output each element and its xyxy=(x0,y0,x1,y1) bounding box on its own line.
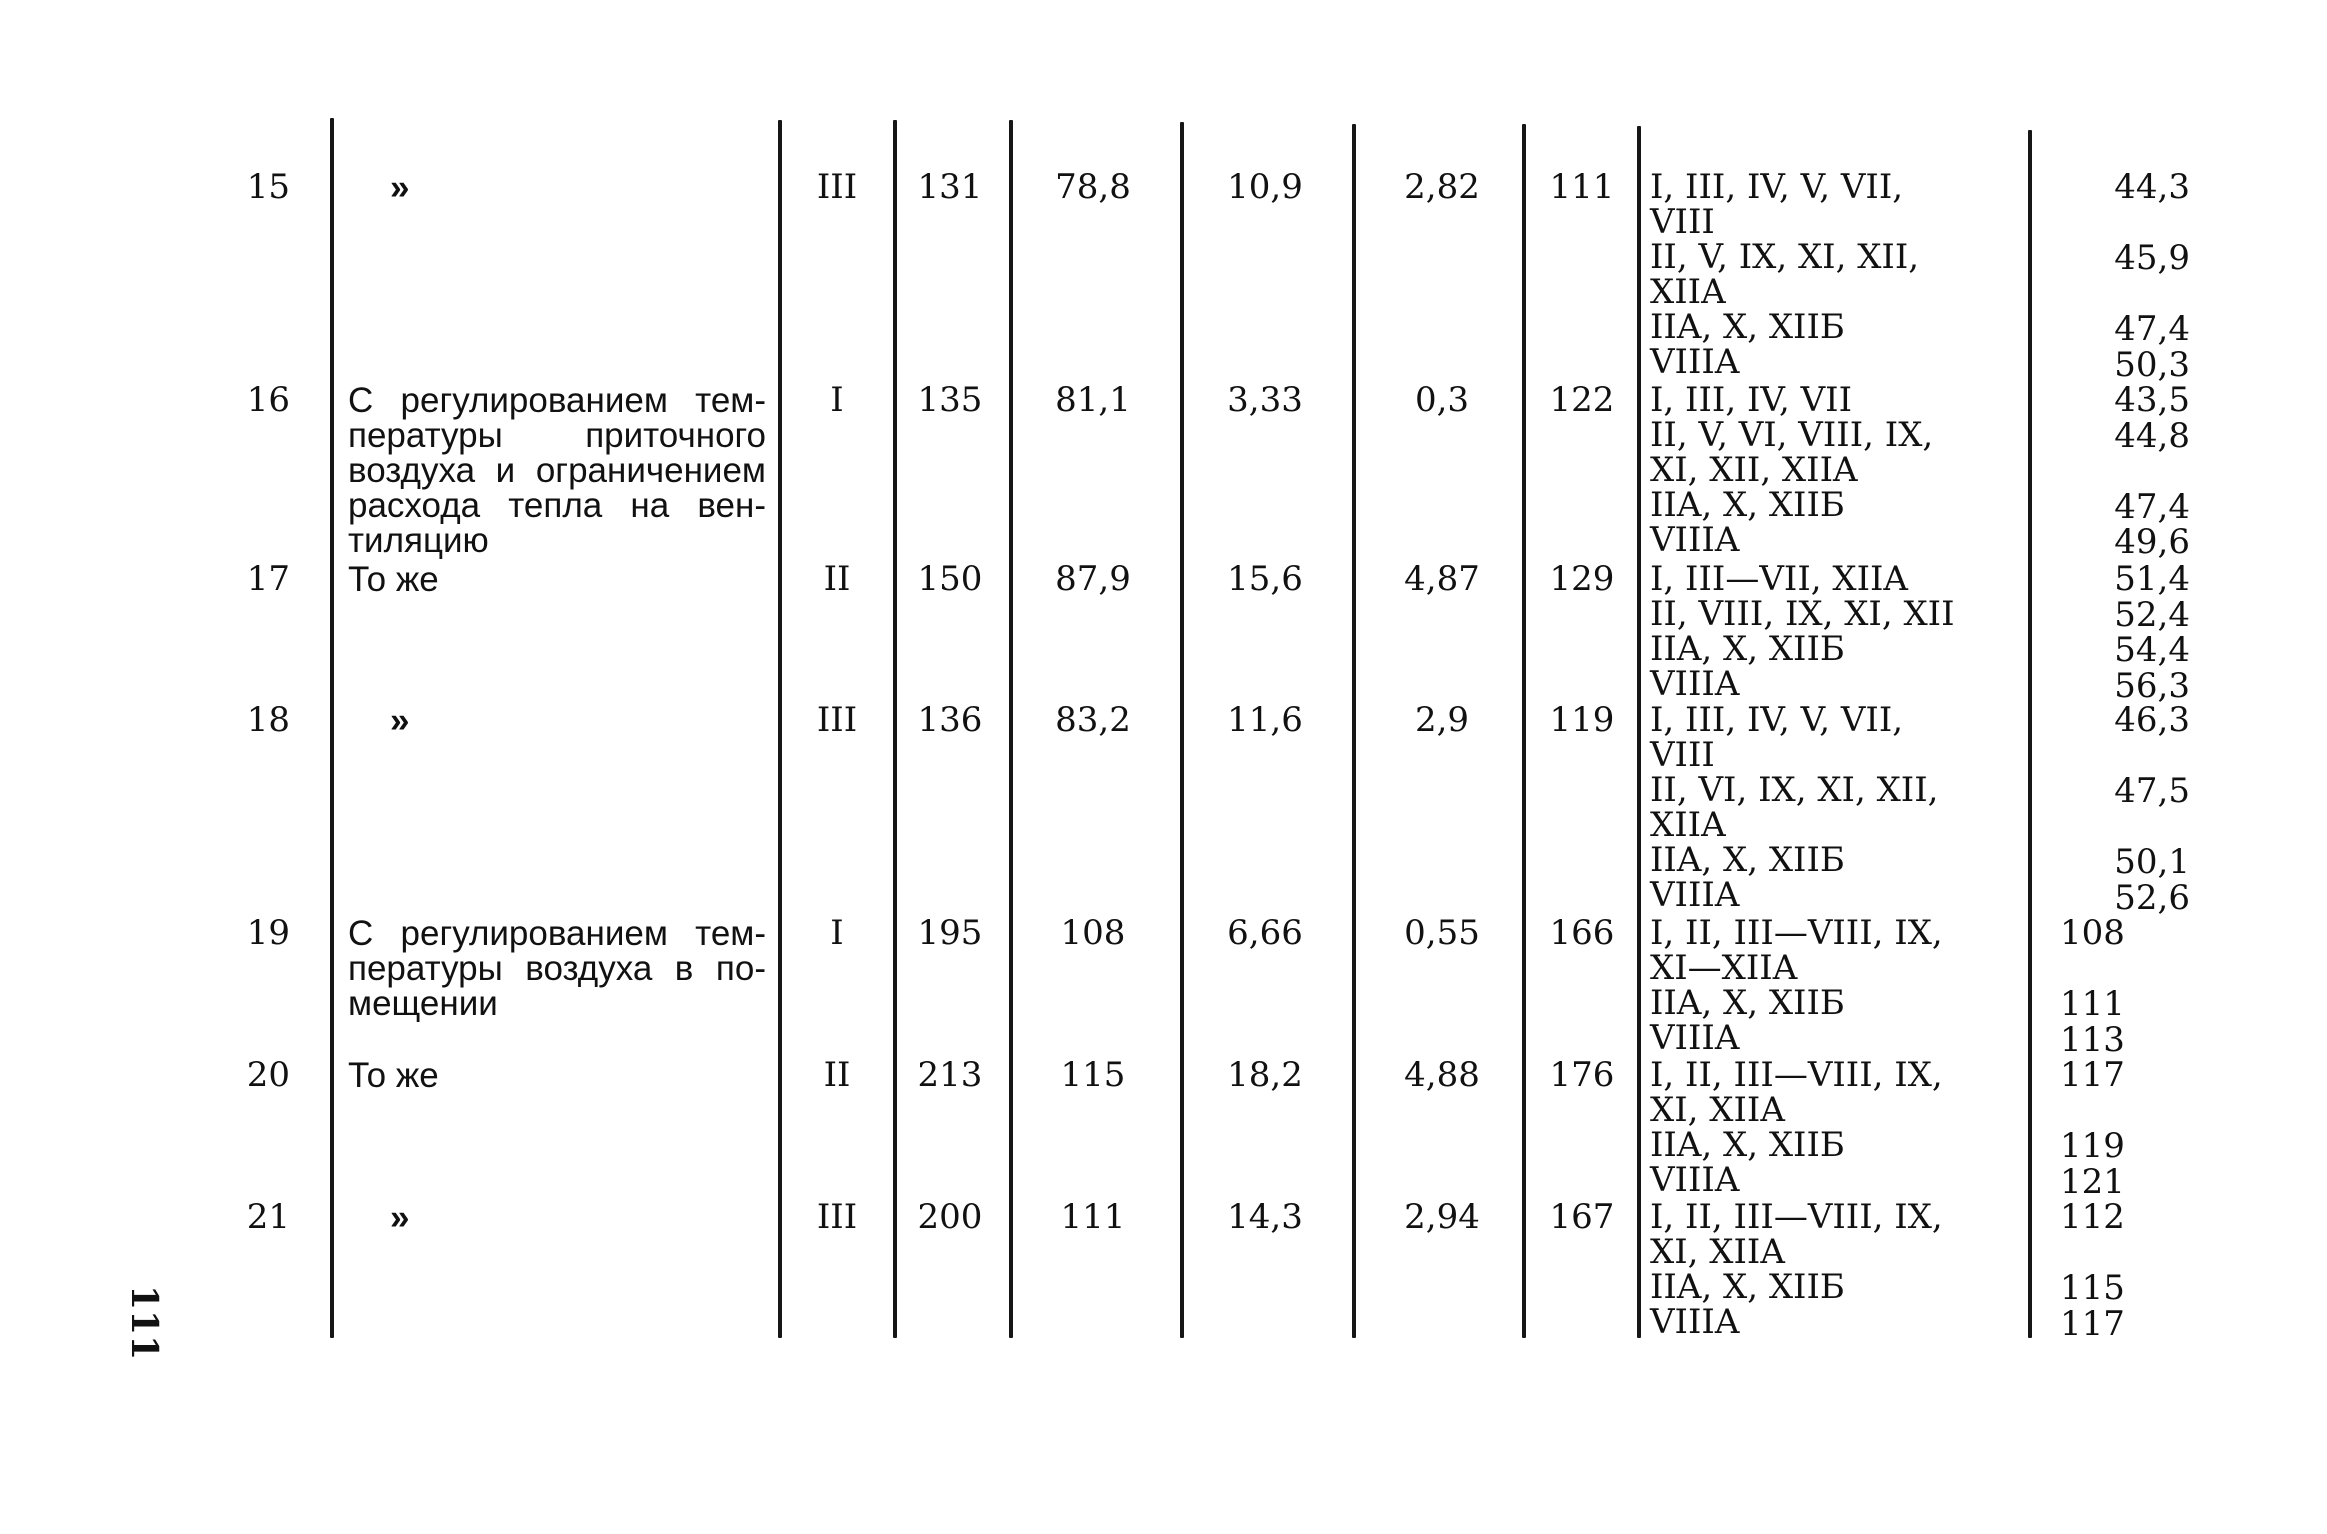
subgroup-item xyxy=(1650,664,2030,704)
value-cell: 200 xyxy=(917,1197,983,1237)
description xyxy=(348,1058,766,1093)
description-line: » xyxy=(390,1198,410,1237)
subgroup-value: 112 xyxy=(2060,1197,2125,1237)
subgroup-item xyxy=(1650,415,2030,490)
value-cell: 213 xyxy=(917,1055,983,1095)
page-number: 111 xyxy=(123,1285,165,1361)
value-cell: 167 xyxy=(1549,1197,1615,1237)
value-cell: 135 xyxy=(917,380,983,420)
subgroup-line: II, V, VI, VIII, IX, xyxy=(1650,415,1934,455)
subgroup-value: 47,4 xyxy=(2114,309,2190,349)
subgroup-line: VIIIA xyxy=(1650,342,1740,382)
value-cell: 4,88 xyxy=(1404,1055,1480,1095)
description-line: воздуха и ограничением xyxy=(348,451,766,490)
subgroup-value: 50,1 xyxy=(2114,842,2190,882)
subgroup-value: 43,5 xyxy=(2114,380,2190,420)
description xyxy=(348,916,766,1021)
subgroup-item xyxy=(1650,307,2030,347)
subgroup-line: XIIA xyxy=(1650,805,1726,845)
value-cell: 81,1 xyxy=(1055,380,1131,420)
value-cell: 3,33 xyxy=(1227,380,1303,420)
subgroup-line: II, VIII, IX, XI, XII xyxy=(1650,594,1955,634)
value-cell: 0,55 xyxy=(1404,913,1480,953)
value-cell: 83,2 xyxy=(1055,700,1131,740)
subgroup-value: 52,4 xyxy=(2114,594,2190,635)
subgroup-line: VIII xyxy=(1650,735,1715,775)
subgroup-item xyxy=(1650,520,2030,560)
subgroup-value: 52,6 xyxy=(2114,877,2190,918)
column-rule xyxy=(1637,126,1641,1338)
subgroup-line: II, VI, IX, XI, XII, xyxy=(1650,770,1939,810)
row-number: 21 xyxy=(246,1197,290,1237)
zone-cell: II xyxy=(823,559,851,599)
subgroup-item xyxy=(1650,840,2030,880)
value-cell: 2,9 xyxy=(1414,700,1470,740)
subgroup-line: II, V, IX, XI, XII, xyxy=(1650,237,1920,277)
zone-cell: II xyxy=(823,1055,851,1095)
description-line: тиляцию xyxy=(348,521,489,560)
subgroup-value: 51,4 xyxy=(2114,559,2190,599)
description-line: С регулированием тем- xyxy=(348,914,766,953)
subgroup-item xyxy=(1650,1160,2030,1200)
description-line: мещении xyxy=(348,984,498,1023)
subgroup-value: 46,3 xyxy=(2114,700,2190,740)
zone-cell: I xyxy=(830,913,844,953)
subgroup-line: I, II, III—VIII, IX, xyxy=(1650,1055,1943,1095)
value-cell: 131 xyxy=(917,167,983,207)
subgroup-item xyxy=(1650,1018,2030,1058)
subgroup-item xyxy=(1650,380,2030,420)
subgroup-item xyxy=(1650,1197,2030,1272)
subgroup-list xyxy=(1650,559,2030,704)
subgroup-line: VIIIA xyxy=(1650,1160,1740,1200)
subgroup-item xyxy=(1650,700,2030,775)
value-cell: 2,82 xyxy=(1404,167,1480,207)
subgroup-item xyxy=(1650,875,2030,915)
subgroup-value: 45,9 xyxy=(2114,238,2190,278)
subgroup-value: 117 xyxy=(2060,1055,2125,1095)
subgroup-line: IIA, X, XIIБ xyxy=(1650,307,1845,347)
value-cell: 150 xyxy=(917,559,983,599)
row-number: 15 xyxy=(246,167,290,207)
value-cell: 0,3 xyxy=(1414,380,1470,420)
subgroup-value: 117 xyxy=(2060,1303,2125,1344)
subgroup-line: XI, XIIA xyxy=(1650,1232,1785,1272)
description xyxy=(390,703,808,738)
subgroup-line: VIIIA xyxy=(1650,664,1740,704)
subgroup-item xyxy=(1650,1302,2030,1342)
subgroup-value: 113 xyxy=(2060,1019,2125,1060)
description-line: То же xyxy=(348,560,439,599)
subgroup-list xyxy=(1650,167,2030,382)
value-cell: 18,2 xyxy=(1227,1055,1303,1095)
zone-cell: III xyxy=(816,1197,858,1237)
column-rule xyxy=(1180,122,1184,1338)
value-cell: 136 xyxy=(917,700,983,740)
value-cell: 14,3 xyxy=(1227,1197,1303,1237)
subgroup-line: IIA, X, XIIБ xyxy=(1650,1125,1845,1165)
value-cell: 122 xyxy=(1549,380,1615,420)
value-cell: 78,8 xyxy=(1055,167,1131,207)
value-cell: 4,87 xyxy=(1404,559,1480,599)
column-rule xyxy=(1522,124,1526,1338)
subgroup-list xyxy=(1650,1197,2030,1342)
value-cell: 87,9 xyxy=(1055,559,1131,599)
column-rule xyxy=(330,118,334,1338)
value-cell: 10,9 xyxy=(1227,167,1303,207)
column-rule xyxy=(1352,124,1356,1338)
subgroup-value: 44,3 xyxy=(2114,167,2190,207)
subgroup-item xyxy=(1650,770,2030,845)
subgroup-item xyxy=(1650,913,2030,988)
row-number: 19 xyxy=(246,913,290,953)
subgroup-list xyxy=(1650,700,2030,915)
description-line: С регулированием тем- xyxy=(348,381,766,420)
subgroup-line: VIII xyxy=(1650,202,1715,242)
subgroup-value: 119 xyxy=(2060,1126,2125,1166)
subgroup-value: 121 xyxy=(2060,1161,2125,1202)
subgroup-item xyxy=(1650,559,2030,599)
subgroup-list xyxy=(1650,913,2030,1058)
subgroup-line: XI, XIIA xyxy=(1650,1090,1785,1130)
subgroup-line: I, III, IV, V, VII, xyxy=(1650,700,1904,740)
subgroup-item xyxy=(1650,1125,2030,1165)
subgroup-line: I, III, IV, VII xyxy=(1650,380,1853,420)
description xyxy=(348,383,766,558)
subgroup-value: 47,4 xyxy=(2114,486,2190,527)
row-number: 17 xyxy=(246,559,290,599)
subgroup-list xyxy=(1650,1055,2030,1200)
subgroup-line: I, II, III—VIII, IX, xyxy=(1650,1197,1943,1237)
subgroup-value: 115 xyxy=(2060,1268,2125,1308)
row-number: 18 xyxy=(246,700,290,740)
zone-cell: III xyxy=(816,700,858,740)
subgroup-value: 47,5 xyxy=(2114,771,2190,811)
value-cell: 129 xyxy=(1549,559,1615,599)
value-cell: 111 xyxy=(1060,1197,1126,1237)
description-line: пературы воздуха в по- xyxy=(348,949,766,988)
subgroup-value: 56,3 xyxy=(2114,665,2190,706)
row-number: 16 xyxy=(246,380,290,420)
value-cell: 176 xyxy=(1549,1055,1615,1095)
description-line: То же xyxy=(348,1056,439,1095)
value-cell: 108 xyxy=(1060,913,1126,953)
row-number: 20 xyxy=(246,1055,290,1095)
subgroup-line: XIIA xyxy=(1650,272,1726,312)
description xyxy=(390,1200,808,1235)
subgroup-value: 44,8 xyxy=(2114,415,2190,456)
subgroup-line: I, III, IV, V, VII, xyxy=(1650,167,1904,207)
description-line: » xyxy=(390,168,410,207)
subgroup-item xyxy=(1650,167,2030,242)
subgroup-list xyxy=(1650,380,2030,560)
subgroup-item xyxy=(1650,1055,2030,1130)
value-cell: 15,6 xyxy=(1227,559,1303,599)
subgroup-value: 50,3 xyxy=(2114,344,2190,385)
subgroup-item xyxy=(1650,342,2030,382)
subgroup-line: IIA, X, XIIБ xyxy=(1650,840,1845,880)
subgroup-line: VIIIA xyxy=(1650,1018,1740,1058)
subgroup-item xyxy=(1650,237,2030,312)
value-cell: 2,94 xyxy=(1404,1197,1480,1237)
column-rule xyxy=(1009,120,1013,1338)
description-line: расхода тепла на вен- xyxy=(348,486,766,525)
value-cell: 11,6 xyxy=(1227,700,1303,740)
subgroup-item xyxy=(1650,485,2030,525)
subgroup-item xyxy=(1650,1267,2030,1307)
subgroup-line: IIA, X, XIIБ xyxy=(1650,629,1845,669)
value-cell: 166 xyxy=(1549,913,1615,953)
subgroup-item xyxy=(1650,629,2030,669)
value-cell: 195 xyxy=(917,913,983,953)
description xyxy=(390,170,808,205)
subgroup-item xyxy=(1650,983,2030,1023)
description xyxy=(348,562,766,597)
subgroup-line: IIA, X, XIIБ xyxy=(1650,1267,1845,1307)
description-line: пературы приточного xyxy=(348,416,766,455)
subgroup-line: IIA, X, XIIБ xyxy=(1650,983,1845,1023)
subgroup-line: XI, XII, XIIA xyxy=(1650,450,1858,490)
subgroup-line: I, II, III—VIII, IX, xyxy=(1650,913,1943,953)
subgroup-line: VIIIA xyxy=(1650,520,1740,560)
zone-cell: I xyxy=(830,380,844,420)
subgroup-line: XI—XIIA xyxy=(1650,948,1798,988)
subgroup-line: VIIIA xyxy=(1650,1302,1740,1342)
subgroup-value: 108 xyxy=(2060,913,2125,953)
description-line: » xyxy=(390,701,410,740)
value-cell: 111 xyxy=(1549,167,1615,207)
value-cell: 6,66 xyxy=(1227,913,1303,953)
value-cell: 115 xyxy=(1060,1055,1126,1095)
zone-cell: III xyxy=(816,167,858,207)
subgroup-item xyxy=(1650,594,2030,634)
subgroup-line: VIIIA xyxy=(1650,875,1740,915)
value-cell: 119 xyxy=(1549,700,1615,740)
subgroup-value: 49,6 xyxy=(2114,522,2190,562)
subgroup-value: 111 xyxy=(2060,984,2125,1024)
subgroup-line: IIA, X, XIIБ xyxy=(1650,485,1845,525)
subgroup-line: I, III—VII, XIIA xyxy=(1650,559,1908,599)
column-rule xyxy=(893,120,897,1338)
subgroup-value: 54,4 xyxy=(2114,630,2190,670)
